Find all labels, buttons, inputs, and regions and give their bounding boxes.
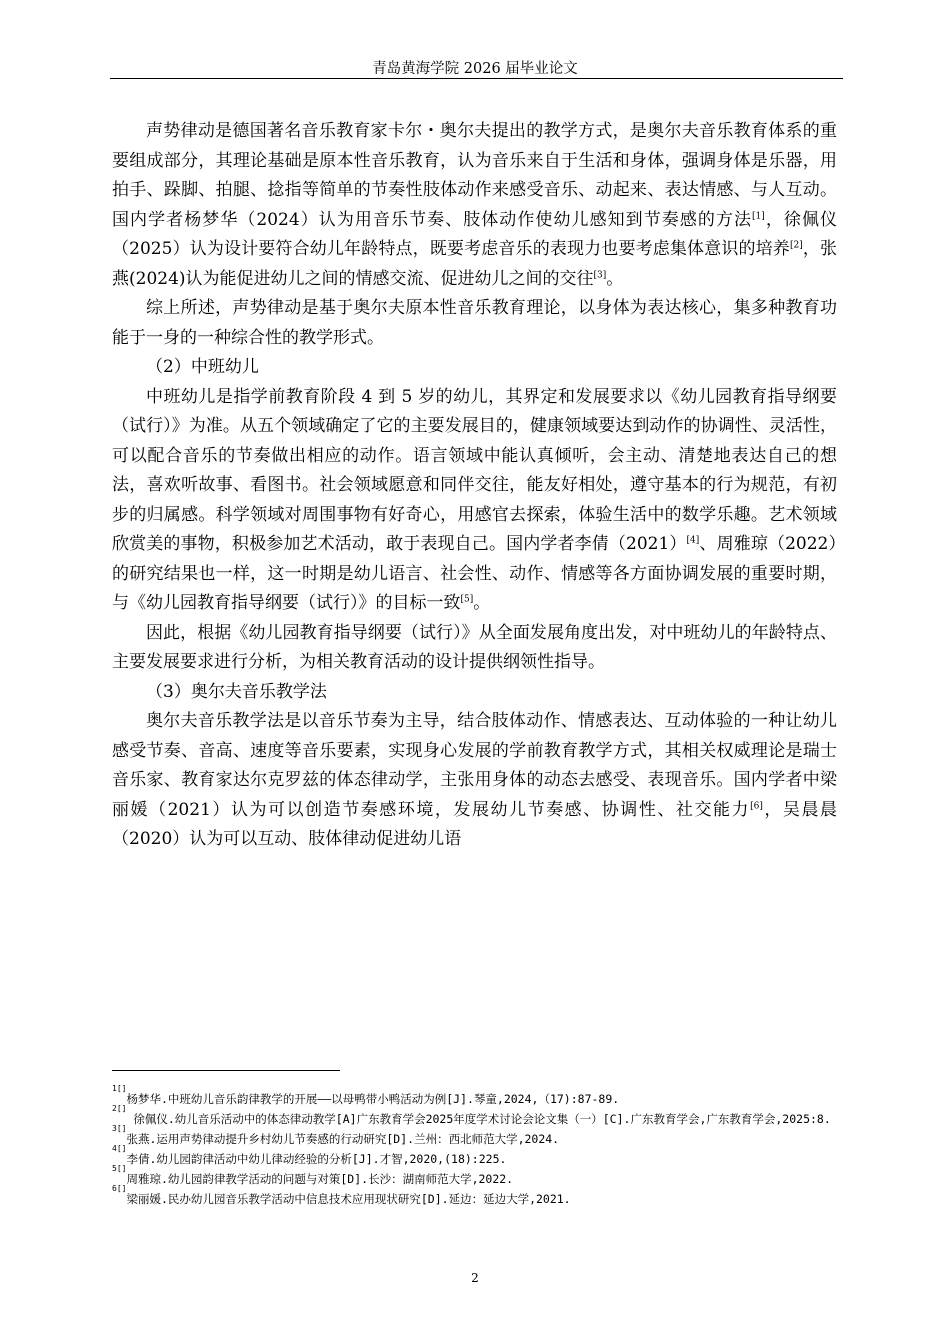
footnote-text: 周雅琼.幼儿园韵律教学活动的问题与对策[D].长沙：湖南师范大学,2022.: [126, 1172, 514, 1186]
footnote-item: [112, 1084, 840, 1109]
footnote-separator: [112, 1070, 340, 1071]
footnote-item: [112, 1124, 840, 1149]
page-number: 2: [471, 1271, 479, 1285]
paragraph-middle-class: [112, 383, 837, 619]
paragraph-therefore: 因此，根据《幼儿园教育指导纲要（试行）》从全面发展角度出发，对中班幼儿的年龄特点、主要发展要求进行分析，为相关教育活动的设计提供纲领性指导。: [112, 622, 837, 672]
paragraph-text: 声势律动是德国著名音乐教育家卡尔・奥尔夫提出的教学方式，是奥尔夫音乐教育体系的重要组成部分，其理论基础是原本性音乐教育，认为音乐来自于生活和身体，强调身体是乐器，用拍手、跺脚、拍腿、捻指等简单的节奏性肢体动作来感受音乐、动起来、表达情感、与人互动。国内学者杨梦华（2024）认为用音乐节奏、肢体动作使幼儿感知到节奏感的方法: [112, 121, 837, 230]
footnote-marker: 3[]: [112, 1124, 127, 1133]
footnote-text: 梁丽媛.民办幼儿园音乐教学活动中信息技术应用现状研究[D].延边：延边大学,2021.: [126, 1192, 571, 1206]
citation-ref[interactable]: [5]: [460, 594, 474, 605]
footnote-marker: 6[]: [112, 1184, 127, 1193]
header-rule: [110, 78, 843, 79]
footnote-item: [112, 1164, 840, 1189]
running-header: 青岛黄海学院 2026 届毕业论文: [372, 61, 578, 77]
paragraph-body-percussion: [112, 117, 837, 294]
section-heading-middle-class: （2）中班幼儿: [146, 357, 259, 377]
footnote-marker: 2[]: [112, 1104, 127, 1113]
footnote-text: 张燕.运用声势律动提升乡村幼儿节奏感的行动研究[D].兰州：西北师范大学,2024.: [126, 1132, 560, 1146]
footnote-text: 李倩.幼儿园韵律活动中幼儿律动经验的分析[J].才智,2020,(18):225.: [126, 1152, 507, 1166]
paragraph-text: 。: [606, 268, 624, 289]
citation-ref[interactable]: [4]: [686, 535, 700, 546]
paragraph-text: 。: [473, 593, 491, 613]
footnote-item: [112, 1144, 840, 1169]
paragraph-text: 中班幼儿是指学前教育阶段 4 到 5 岁的幼儿，其界定和发展要求以《幼儿园教育指导纲要（试行）》为准。从五个领域确定了它的主要发展目的，健康领域要达到动作的协调性、灵活性，可以配合音乐的节奏做出相应的动作。语言领域中能认真倾听，会主动、清楚地表达自己的想法，喜欢听故事、看图书。社会领域愿意和同伴交往，能友好相处，遵守基本的行为规范，有初步的归属感。科学领域对周围事物有好奇心，用感官去探索，体验生活中的数学乐趣。艺术领域欣赏美的事物，积极参加艺术活动，敢于表现自己。国内学者李倩（2021）: [112, 386, 837, 554]
footnotes: [112, 1084, 840, 1209]
footnote-marker: 4[]: [112, 1144, 127, 1153]
footnote-item: [112, 1184, 840, 1209]
footnote-text: 徐佩仪.幼儿音乐活动中的体态律动教学[A]广东教育学会2025年度学术讨论会论文集（一）[C].广东教育学会,广东教育学会,2025:8.: [126, 1112, 831, 1126]
citation-ref[interactable]: [3]: [593, 269, 607, 280]
paragraph-text: 、周雅琼（2022）的研究结果也一样，这一时期是幼儿语言、社会性、动作、情感等各方面协调发展的重要时期，与《幼儿园教育指导纲要（试行）》的目标一致: [112, 534, 837, 613]
footnote-marker: 1[]: [112, 1084, 127, 1093]
footnote-marker: 5[]: [112, 1164, 127, 1173]
citation-ref[interactable]: [6]: [750, 800, 763, 811]
footnote-item: [112, 1104, 840, 1129]
section-heading-orff: （3）奥尔夫音乐教学法: [146, 681, 327, 702]
paragraph-summary: 综上所述，声势律动是基于奥尔夫原本性音乐教育理论，以身体为表达核心，集多种教育功能于一身的一种综合性的教学形式。: [112, 298, 837, 348]
citation-ref[interactable]: [2]: [789, 240, 803, 251]
body-text: [112, 117, 837, 855]
paragraph-orff: [112, 707, 837, 855]
paragraph-text: ，吴晨晨（2020）认为可以互动、肢体律动促进幼儿语: [112, 799, 838, 849]
paragraph-text: 奥尔夫音乐教学法是以音乐节奏为主导，结合肢体动作、情感表达、互动体验的一种让幼儿感受节奏、音高、速度等音乐要素，实现身心发展的学前教育教学方式，其相关权威理论是瑞士音乐家、教育家达尔克罗兹的体态律动学，主张用身体的动态去感受、表现音乐。国内学者中梁丽媛（2021）认为可以创造节奏感环境，发展幼儿节奏感、协调性、社交能力: [112, 711, 837, 820]
paragraph-text: ，徐佩仪（2025）认为设计要符合幼儿年龄特点，既要考虑音乐的表现力也要考虑集体意识的培养: [112, 209, 838, 259]
footnote-text: 杨梦华.中班幼儿音乐韵律教学的开展——以母鸭带小鸭活动为例[J].琴童,2024,（17):87-89.: [126, 1092, 620, 1106]
paragraph-text: ，张燕(2024)认为能促进幼儿之间的情感交流、促进幼儿之间的交往: [112, 239, 838, 289]
citation-ref[interactable]: [1]: [752, 210, 765, 221]
